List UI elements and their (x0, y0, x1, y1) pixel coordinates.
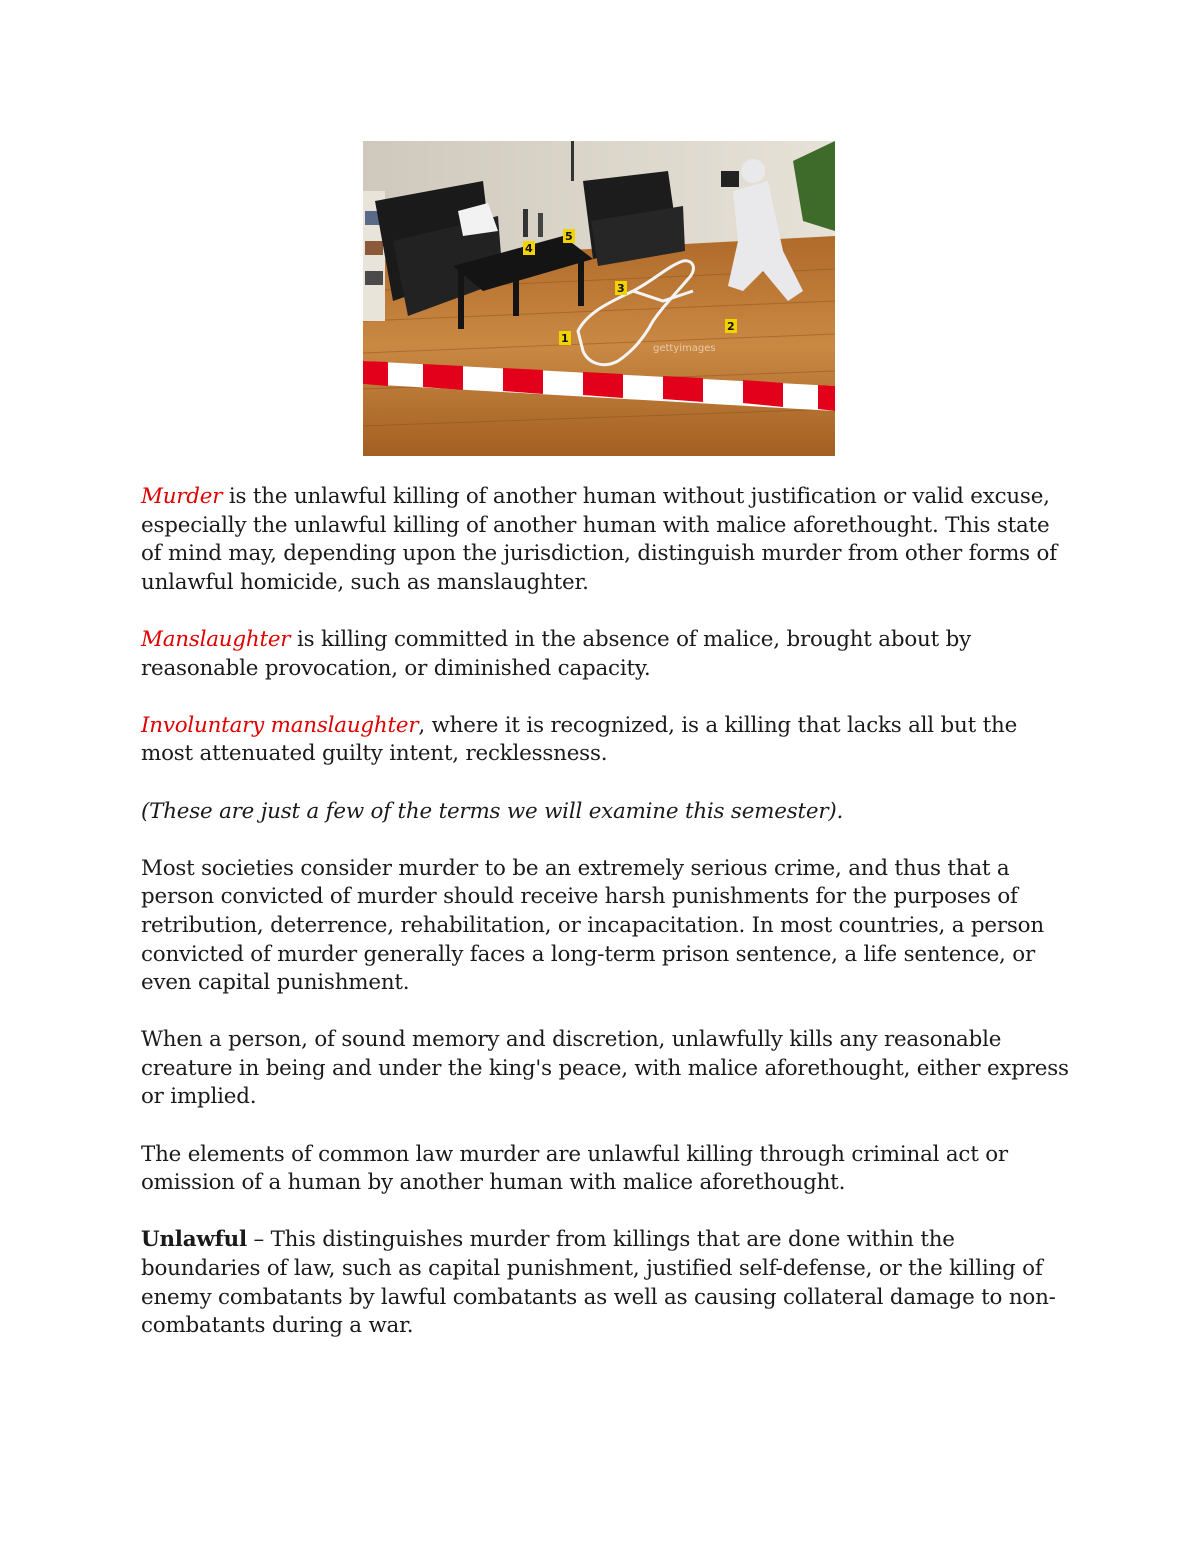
unlawful-explanation: – This distinguishes murder from killings that are done within the boundaries of law, such as capital punishment, justified self-defense, or the killing of enemy combatants by lawful combatants as well as causing collateral damage to non-combatants during a war. (141, 1227, 1056, 1339)
term-unlawful: Unlawful (141, 1227, 247, 1253)
paragraph-societies: Most societies consider murder to be an extremely serious crime, and thus that a person convicted of murder should receive harsh punishments for the purposes of retribution, deterrence, rehabilitation, or incapacitation. In most countries, a person convicted of murder generally faces a long-term prison sentence, a life sentence, or even capital punishment. (141, 855, 1044, 996)
paragraph-common-law-definition: When a person, of sound memory and discretion, unlawfully kills any reasonable creature in being and under the king's peace, with malice aforethought, either express or implied. (141, 1027, 1069, 1110)
crime-scene-photo (363, 141, 835, 456)
evidence-marker-4: 4 (525, 242, 533, 255)
paragraph-manslaughter (141, 626, 1071, 683)
watermark-text: gettyimages (653, 343, 716, 354)
evidence-marker-3: 3 (617, 282, 625, 295)
murder-definition: is the unlawful killing of another human without justification or valid excuse, especially the unlawful killing of another human with malice aforethought. This state of mind may, depending upon the jurisdiction, distinguish murder from other forms of unlawful homicide, such as manslaughter. (141, 484, 1057, 595)
term-involuntary-manslaughter: Involuntary manslaughter (141, 712, 419, 738)
paragraph-unlawful (141, 1226, 1071, 1340)
paragraph-involuntary-manslaughter (141, 712, 1071, 769)
paragraph-semester-note: (These are just a few of the terms we will examine this semester). (141, 798, 844, 824)
term-murder: Murder (141, 484, 223, 509)
paragraph-murder (141, 483, 1071, 597)
involuntary-manslaughter-definition: , where it is recognized, is a killing that lacks all but the most attenuated guilty intent, recklessness. (141, 712, 1018, 767)
evidence-marker-5: 5 (565, 230, 573, 243)
document-body (141, 483, 1071, 1369)
paragraph-elements: The elements of common law murder are unlawful killing through criminal act or omission of a human by another human with malice aforethought. (141, 1141, 1008, 1196)
evidence-marker-2: 2 (727, 320, 735, 333)
evidence-marker-1: 1 (561, 332, 569, 345)
manslaughter-definition: is killing committed in the absence of malice, brought about by reasonable provocation, or diminished capacity. (141, 626, 971, 681)
term-manslaughter: Manslaughter (141, 626, 291, 652)
